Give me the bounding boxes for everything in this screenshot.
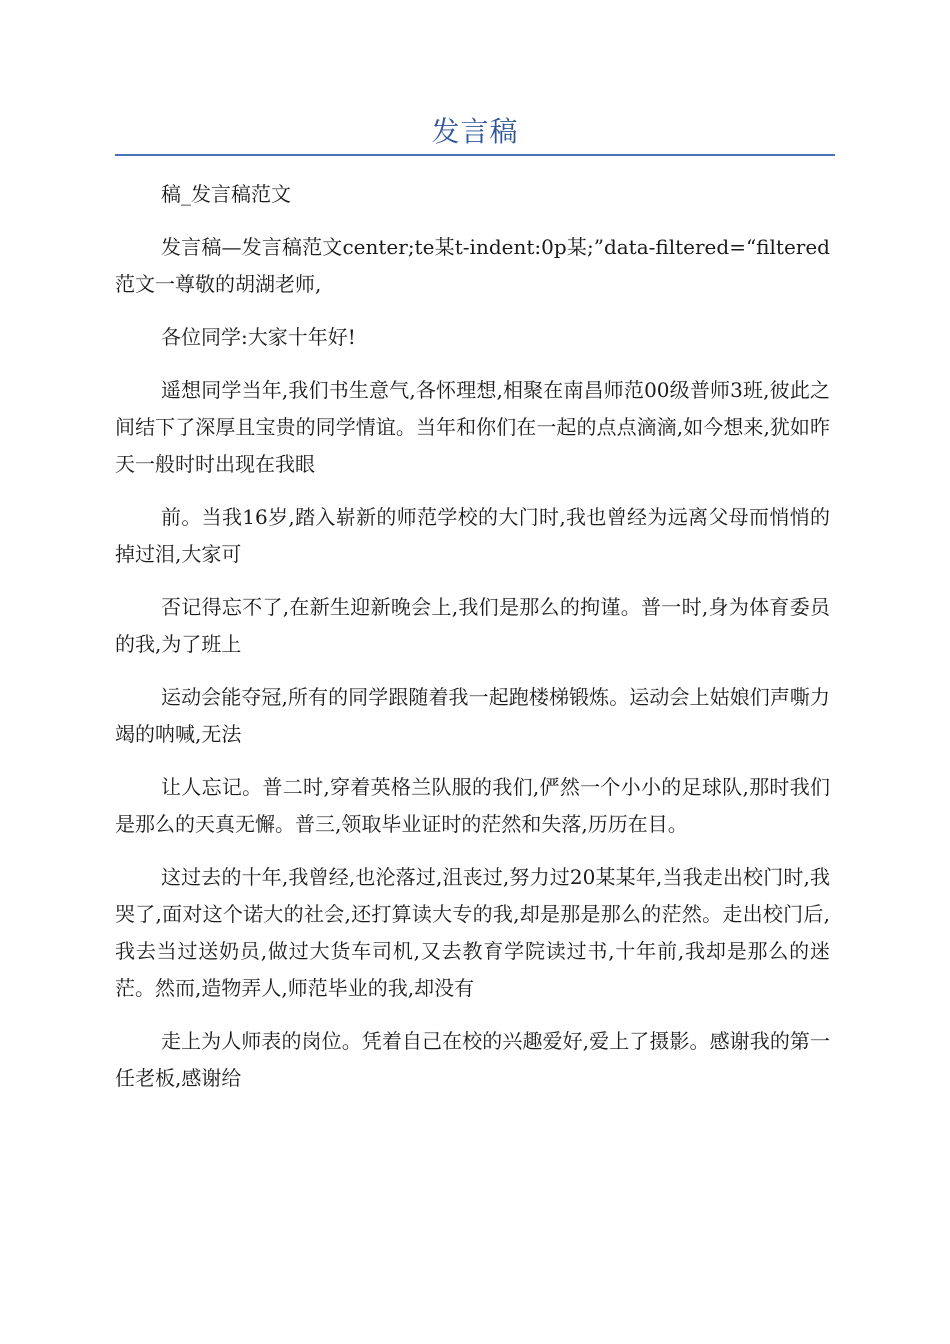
paragraph-7: 运动会能夺冠,所有的同学跟随着我一起跑楼梯锻炼。运动会上姑娘们声嘶力竭的呐喊,无法 [115,685,830,746]
paragraph-5: 前。当我16岁,踏入崭新的师范学校的大门时,我也曾经为远离父母而悄悄的掉过泪,大家可 [115,505,830,566]
paragraph-1: 稿_发言稿范文 [161,182,291,206]
paragraph-10: 走上为人师表的岗位。凭着自己在校的兴趣爱好,爱上了摄影。感谢我的第一任老板,感谢给 [115,1029,830,1090]
document-title: 发言稿 [431,115,519,148]
paragraph-2: 发言稿—发言稿范文center;te某t-indent:0p某;”data-filtered=“filtered范文一尊敬的胡湖老师, [115,235,830,296]
paragraph-9: 这过去的十年,我曾经,也沦落过,沮丧过,努力过20某某年,当我走出校门时,我哭了,面对这个诺大的社会,还打算读大专的我,却是那是那么的茫然。走出校门后,我去当过送奶员,做过大货车司机,又去教育学院读过书,十年前,我却是那么的迷茫。然而,造物弄人,师范毕业的我,却没有 [115,865,830,1000]
paragraph-4: 遥想同学当年,我们书生意气,各怀理想,相聚在南昌师范00级普师3班,彼此之间结下了深厚且宝贵的同学情谊。当年和你们在一起的点点滴滴,如今想来,犹如昨天一般时时出现在我眼 [115,378,830,476]
paragraph-3: 各位同学:大家十年好! [161,325,356,349]
title-underline [115,154,835,156]
paragraph-8: 让人忘记。普二时,穿着英格兰队服的我们,俨然一个小小的足球队,那时我们是那么的天真无懈。普三,领取毕业证时的茫然和失落,历历在目。 [115,775,830,836]
paragraph-6: 否记得忘不了,在新生迎新晚会上,我们是那么的拘谨。普一时,身为体育委员的我,为了班上 [115,595,830,656]
document-body [115,176,830,1113]
